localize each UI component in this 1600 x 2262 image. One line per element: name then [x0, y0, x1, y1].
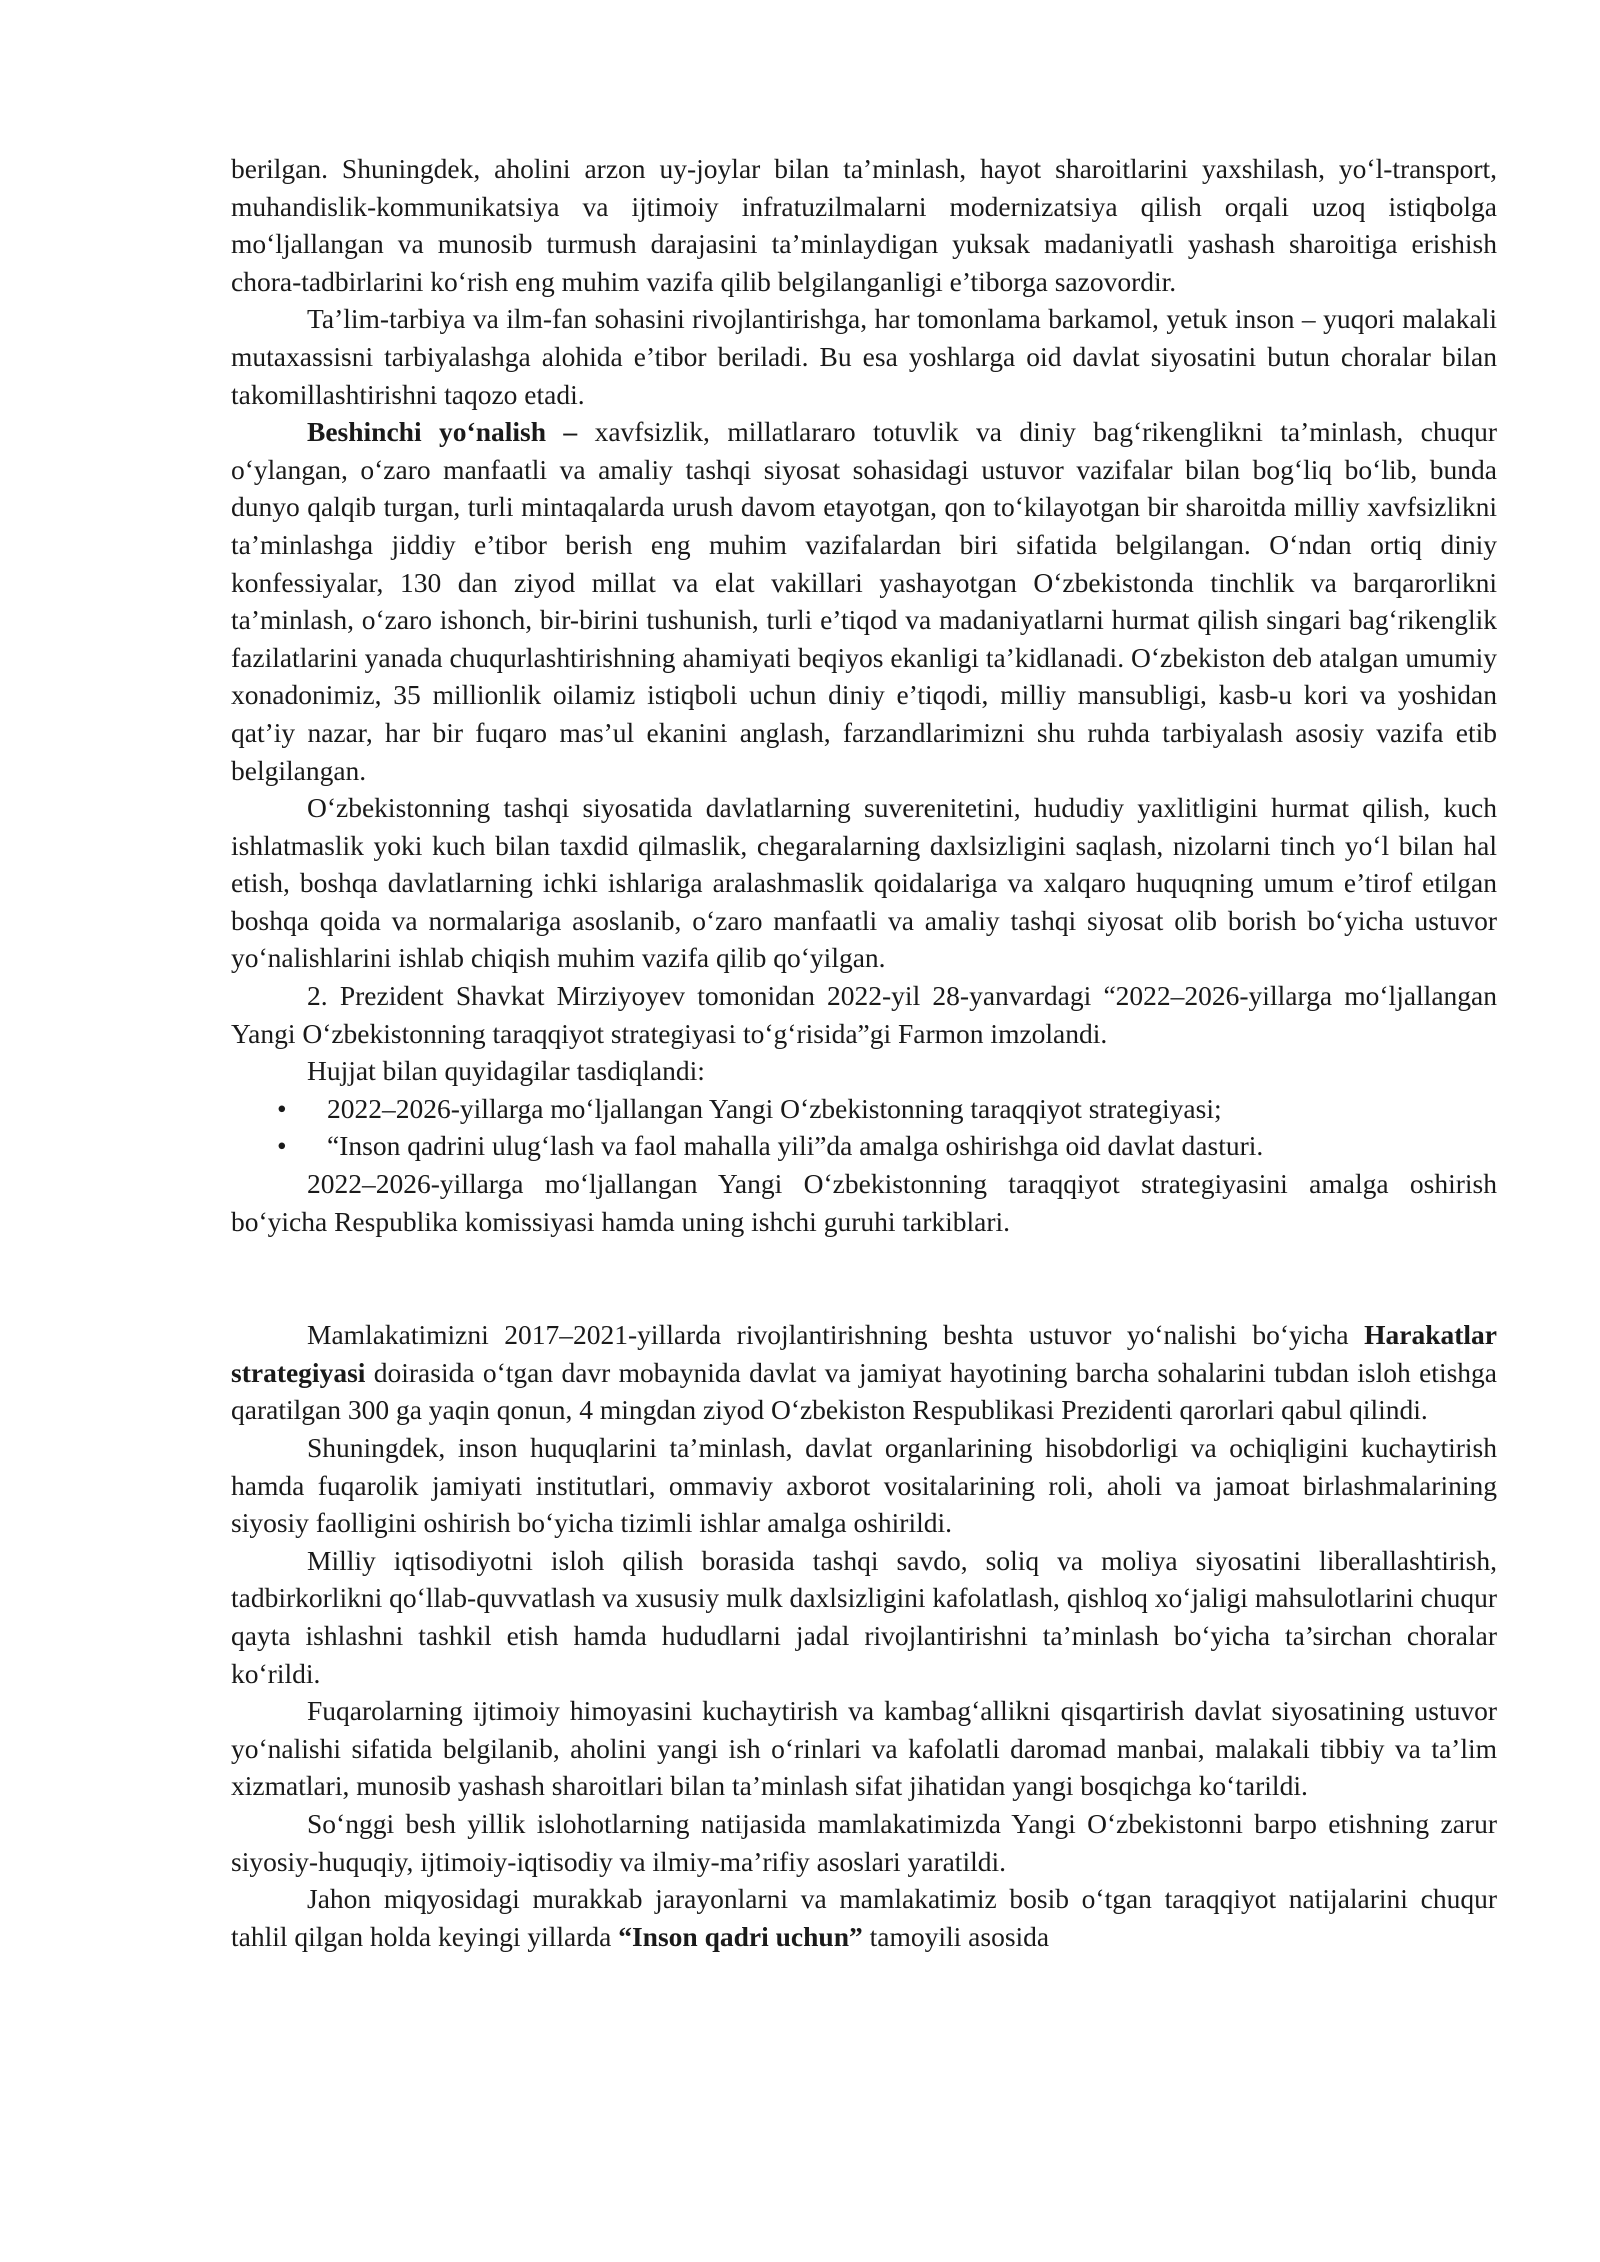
action-strategy-text: doirasida o‘tgan davr mobaynida davlat va jamiyat hayotining barcha sohalarini tubdan isloh etishga qaratilgan 300 ga yaqin qonun, 4 mingdan ziyod O‘zbekiston Respublikasi Prezidenti qarorlari qabul qilindi. [231, 1356, 1497, 1426]
human-dignity-principle: “Inson qadri uchun” [618, 1920, 863, 1952]
paragraph-decree: 2. Prezident Shavkat Mirziyoyev tomonidan 2022-yil 28-yanvardagi “2022–2026-yillarga mo‘ljallangan Yangi O‘zbekistonning taraqqiyot strategiyasi to‘g‘risida”gi Farmon imzolandi. [231, 980, 1497, 1049]
list-item-text: 2022–2026-yillarga mo‘ljallangan Yangi O‘zbekistonning taraqqiyot strategiyasi; [327, 1092, 1222, 1124]
list-item [231, 1090, 1497, 1128]
action-strategy-term: Harakatlar strategiyasi [231, 1319, 1497, 1388]
paragraph-commission: 2022–2026-yillarga mo‘ljallangan Yangi O‘zbekistonning taraqqiyot strategiyasini amalga oshirish bo‘yicha Respublika komissiyasi hamda uning ishchi guruhi tarkiblari. [231, 1168, 1497, 1237]
paragraph-approved-list-intro: Hujjat bilan quyidagilar tasdiqlandi: [307, 1055, 705, 1087]
paragraph-human-dignity [231, 1880, 1497, 1955]
paragraph-fifth-direction [231, 413, 1497, 789]
human-dignity-text: tamoyili asosida [862, 1920, 1050, 1952]
document-page [231, 150, 1497, 1955]
fifth-direction-text: xavfsizlik, millatlararo totuvlik va diniy bag‘rikenglikni ta’minlash, chuqur o‘ylangan, o‘zaro manfaatli va amaliy tashqi siyosat sohasidagi ustuvor vazifalar bilan bog‘liq bo‘lib, bunda dunyo qalqib turgan, turli mintaqalarda urush davom etayotgan, qon to‘kilayotgan bir sharoitda milliy xavfsizlikni ta’minlashga jiddiy e’tibor berish eng muhim vazifalardan biri sifatida belgilangan. O‘ndan ortiq diniy konfessiyalar, 130 dan ziyod millat va elat vakillari yashayotgan O‘zbekistonda tinchlik va barqarorlikni ta’minlash, o‘zaro ishonch, bir-birini tushunish, turli e’tiqod va madaniyatlarni hurmat qilish singari bag‘rikenglik fazilatlarini yanada chuqurlashtirishning ahamiyati beqiyos ekanligi ta’kidlanadi. O‘zbekiston deb atalgan umumiy xonadonimiz, 35 millionlik oilamiz istiqboli uchun diniy e’tiqodi, milliy mansubligi, kasb-u kori va yoshidan qat’iy nazar, har bir fuqaro mas’ul ekanini anglash, farzandlarimizni shu ruhda tarbiyalash asosiy vazifa etib belgilangan. [231, 416, 1497, 786]
bullet-icon: • [277, 1130, 287, 1162]
paragraph-social-protection: Fuqarolarning ijtimoiy himoyasini kuchaytirish va kambag‘allikni qisqartirish davlat siyosatining ustuvor yo‘nalishi sifatida belgilanib, aholini yangi ish o‘rinlari va kafolatli daromad manbai, malakali tibbiy va ta’lim xizmatlari, munosib yashash sharoitlari bilan ta’minlash sifat jihatidan yangi bosqichga ko‘tarildi. [231, 1695, 1497, 1802]
human-dignity-intro: Jahon miqyosidagi murakkab jarayonlarni va mamlakatimiz bosib o‘tgan taraqqiyot natijalarini chuqur tahlil qilgan holda keyingi yillarda [231, 1883, 1497, 1952]
action-strategy-intro: Mamlakatimizni 2017–2021-yillarda rivojlantirishning beshta ustuvor yo‘nalishi bo‘yicha [307, 1319, 1365, 1351]
list-item-text: “Inson qadrini ulug‘lash va faol mahalla yili”da amalga oshirishga oid davlat dasturi. [327, 1130, 1264, 1162]
fifth-direction-heading: Beshinchi yo‘nalish – [307, 416, 578, 448]
bullet-icon: • [277, 1092, 287, 1124]
paragraph-action-strategy [231, 1316, 1497, 1429]
paragraph-human-rights: Shuningdek, inson huquqlarini ta’minlash, davlat organlarining hisobdorligi va ochiqligini kuchaytirish hamda fuqarolik jamiyati institutlari, ommaviy axborot vositalarining roli, aholi va jamoat birlashmalarining siyosiy faolligini oshirish bo‘yicha tizimli ishlar amalga oshirildi. [231, 1432, 1497, 1539]
paragraph-reforms-result: So‘nggi besh yillik islohotlarning natijasida mamlakatimizda Yangi O‘zbekistonni barpo etishning zarur siyosiy-huquqiy, ijtimoiy-iqtisodiy va ilmiy-ma’rifiy asoslari yaratildi. [231, 1807, 1497, 1877]
paragraph-housing: berilgan. Shuningdek, aholini arzon uy-joylar bilan ta’minlash, hayot sharoitlarini yaxshilash, yo‘l-transport, muhandislik-kommunikatsiya va ijtimoiy infratuzilmalarni modernizatsiya qilish orqali uzoq istiqbolga mo‘ljallangan va munosib turmush darajasini ta’minlaydigan yuksak madaniyatli yashash sharoitiga erishish chora-tadbirlarini ko‘rish eng muhim vazifa qilib belgilanganligi e’tiborga sazovordir. [231, 153, 1497, 297]
paragraph-education: Ta’lim-tarbiya va ilm-fan sohasini rivojlantirishga, har tomonlama barkamol, yetuk inson – yuqori malakali mutaxassisni tarbiyalashga alohida e’tibor beriladi. Bu esa yoshlarga oid davlat siyosatini butun choralar bilan takomillashtirishni taqozo etadi. [231, 303, 1497, 410]
approved-documents-list [231, 1090, 1497, 1165]
section-spacer [231, 1240, 1497, 1316]
list-item [231, 1127, 1497, 1165]
paragraph-foreign-policy: O‘zbekistonning tashqi siyosatida davlatlarning suverenitetini, hududiy yaxlitligini hurmat qilish, kuch ishlatmaslik yoki kuch bilan taxdid qilmaslik, chegaralarning daxlsizligini saqlash, nizolarni tinch yo‘l bilan hal etish, boshqa davlatlarning ichki ishlariga aralashmaslik qoidalariga va xalqaro huquqning umum e’tirof etilgan boshqa qoida va normalariga asoslanib, o‘zaro manfaatli va amaliy tashqi siyosat olib borish bo‘yicha ustuvor yo‘nalishlarini ishlab chiqish muhim vazifa qilib qo‘yilgan. [231, 792, 1497, 974]
paragraph-economy: Milliy iqtisodiyotni isloh qilish borasida tashqi savdo, soliq va moliya siyosatini liberallashtirish, tadbirkorlikni qo‘llab-quvvatlash va xususiy mulk daxlsizligini kafolatlash, qishloq xo‘jaligi mahsulotlarini chuqur qayta ishlashni tashkil etish hamda hududlarni jadal rivojlantirishni ta’minlash bo‘yicha ta’sirchan choralar ko‘rildi. [231, 1544, 1497, 1689]
